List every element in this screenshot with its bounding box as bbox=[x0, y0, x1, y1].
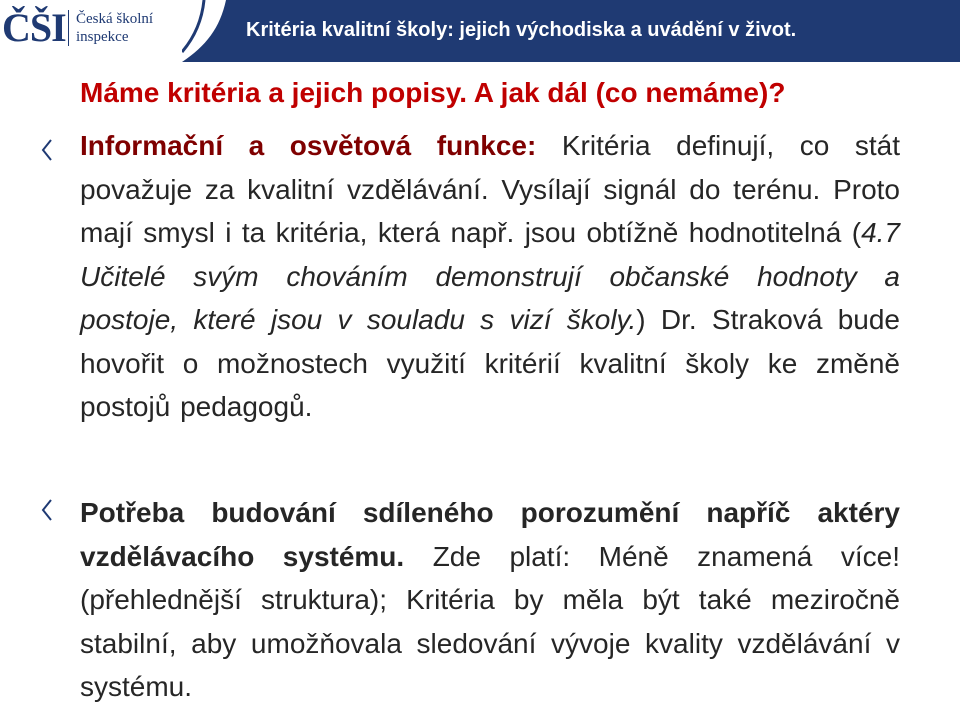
logo-separator bbox=[68, 10, 69, 46]
logo-line-2: inspekce bbox=[76, 29, 129, 45]
bullet-information-function bbox=[80, 124, 900, 429]
logo-line-1: Česká školní bbox=[76, 11, 154, 27]
page-heading: Máme kritéria a jejich popisy. A jak dál (co nemáme)? bbox=[80, 77, 786, 108]
chevron-left-icon bbox=[38, 137, 56, 163]
bullet-shared-understanding bbox=[80, 491, 900, 704]
header bbox=[0, 0, 960, 64]
logo-text bbox=[76, 10, 153, 46]
bullet-text-part: Zde platí: Méně znamená více! (přehlednější struktura); Kritéria by měla být také meziročně stabilní, aby umožňovala sledování vývoje kvality vzdělávání v systému. bbox=[80, 540, 900, 702]
bullet-text-part: Kritéria definují, co stát považuje za kvalitní vzdělávání. Vysílají signál do terénu. Proto mají smysl i ta kritéria, která např. jsou obtížně hodnotitelná ( bbox=[80, 130, 900, 248]
bullet-bold: Potřeba budování sdíleného porozumění napříč aktéry vzdělávacího systému. bbox=[80, 497, 900, 572]
bullet-quote: 4.7 Učitelé svým chováním demonstrují občanské hodnoty a postoje, které jsou v souladu s vizí školy. bbox=[80, 217, 900, 335]
bullet-text-part: ) Dr. Straková bude hovořit o možnostech využití kritérií kvalitní školy ke změně postojů pedagogů. bbox=[80, 304, 900, 422]
header-title: Kritéria kvalitní školy: jejich východiska a uvádění v život. bbox=[246, 19, 797, 41]
logo-mark: ČŠI bbox=[2, 5, 66, 50]
bullet-lead: Informační a osvětová funkce: bbox=[80, 130, 537, 161]
csi-logo bbox=[0, 0, 182, 64]
chevron-left-icon bbox=[38, 497, 56, 523]
